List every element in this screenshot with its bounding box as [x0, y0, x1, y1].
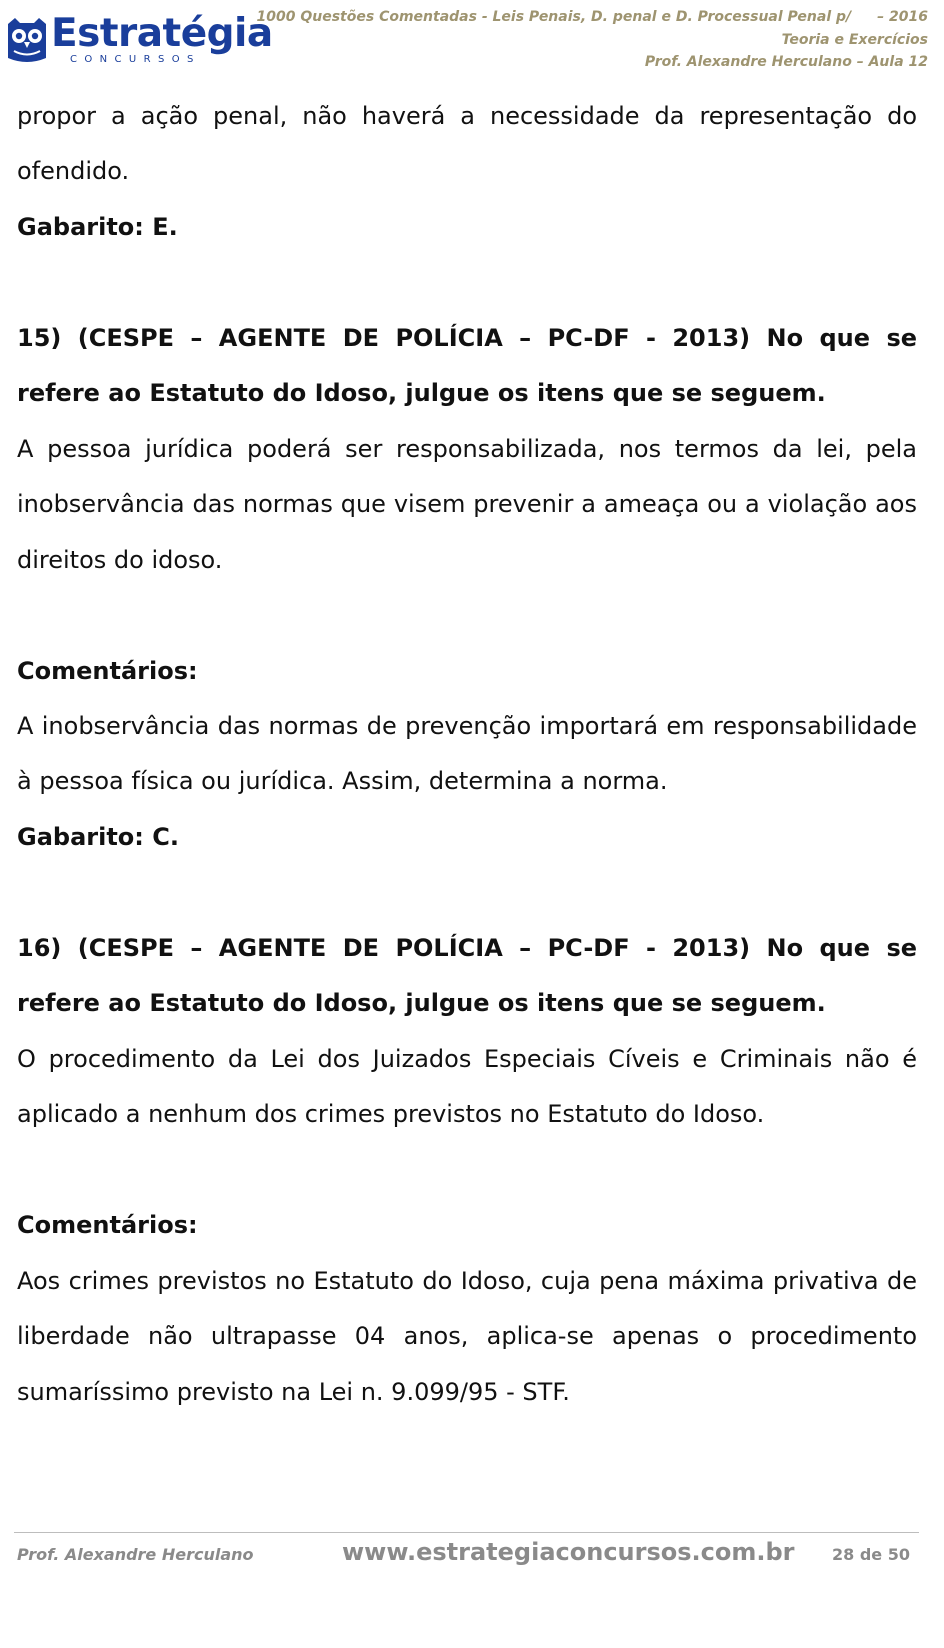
comment-line: à pessoa física ou jurídica. Assim, determina a norma. — [17, 767, 668, 795]
question-15-statement: 15) (CESPE – AGENTE DE POLÍCIA – PC-DF - 2013) No que se — [17, 324, 917, 352]
paragraph-line: ofendido. — [17, 157, 130, 185]
page-header — [0, 0, 944, 80]
question-16-statement: 16) (CESPE – AGENTE DE POLÍCIA – PC-DF - 2013) No que se — [17, 934, 917, 962]
course-title-line — [257, 8, 928, 26]
question-15-item: inobservância das normas que visem prevenir a ameaça ou a violação aos — [17, 490, 917, 518]
comments-heading: Comentários: — [17, 1211, 198, 1239]
logo-subtext: CONCURSOS — [70, 54, 201, 65]
course-year: – 2016 — [877, 9, 928, 25]
question-15-statement: refere ao Estatuto do Idoso, julgue os itens que se seguem. — [17, 379, 826, 407]
comment-line: Aos crimes previstos no Estatuto do Idoso, cuja pena máxima privativa de — [17, 1267, 917, 1295]
professor-lesson: Prof. Alexandre Herculano – Aula 12 — [644, 54, 928, 70]
comment-line: liberdade não ultrapasse 04 anos, aplica-se apenas o procedimento — [17, 1322, 917, 1350]
footer-divider — [14, 1532, 919, 1533]
question-16-statement: refere ao Estatuto do Idoso, julgue os itens que se seguem. — [17, 989, 826, 1017]
footer-author: Prof. Alexandre Herculano — [17, 1545, 254, 1564]
comment-line: sumaríssimo previsto na Lei n. 9.099/95 - STF. — [17, 1378, 570, 1406]
answer-key: Gabarito: C. — [17, 823, 179, 851]
question-16-item: O procedimento da Lei dos Juizados Especiais Cíveis e Criminais não é — [17, 1045, 917, 1073]
page-number: 28 de 50 — [832, 1545, 910, 1564]
answer-key: Gabarito: E. — [17, 213, 178, 241]
owl-logo-icon — [6, 18, 48, 64]
course-title: 1000 Questões Comentadas - Leis Penais, D. penal e D. Processual Penal p/ — [256, 9, 852, 25]
estrategia-logo — [6, 11, 273, 70]
question-16-item: aplicado a nenhum dos crimes previstos no Estatuto do Idoso. — [17, 1100, 765, 1128]
comment-line: A inobservância das normas de prevenção importará em responsabilidade — [17, 712, 917, 740]
question-15-item: A pessoa jurídica poderá ser responsabilizada, nos termos da lei, pela — [17, 435, 917, 463]
course-subtitle: Teoria e Exercícios — [781, 32, 928, 48]
logo-text: Estratégia — [51, 11, 273, 56]
comments-heading: Comentários: — [17, 657, 198, 685]
paragraph-line: propor a ação penal, não haverá a necessidade da representação do — [17, 102, 917, 130]
footer-website-link[interactable]: www.estrategiaconcursos.com.br — [342, 1538, 795, 1566]
question-15-item: direitos do idoso. — [17, 546, 223, 574]
